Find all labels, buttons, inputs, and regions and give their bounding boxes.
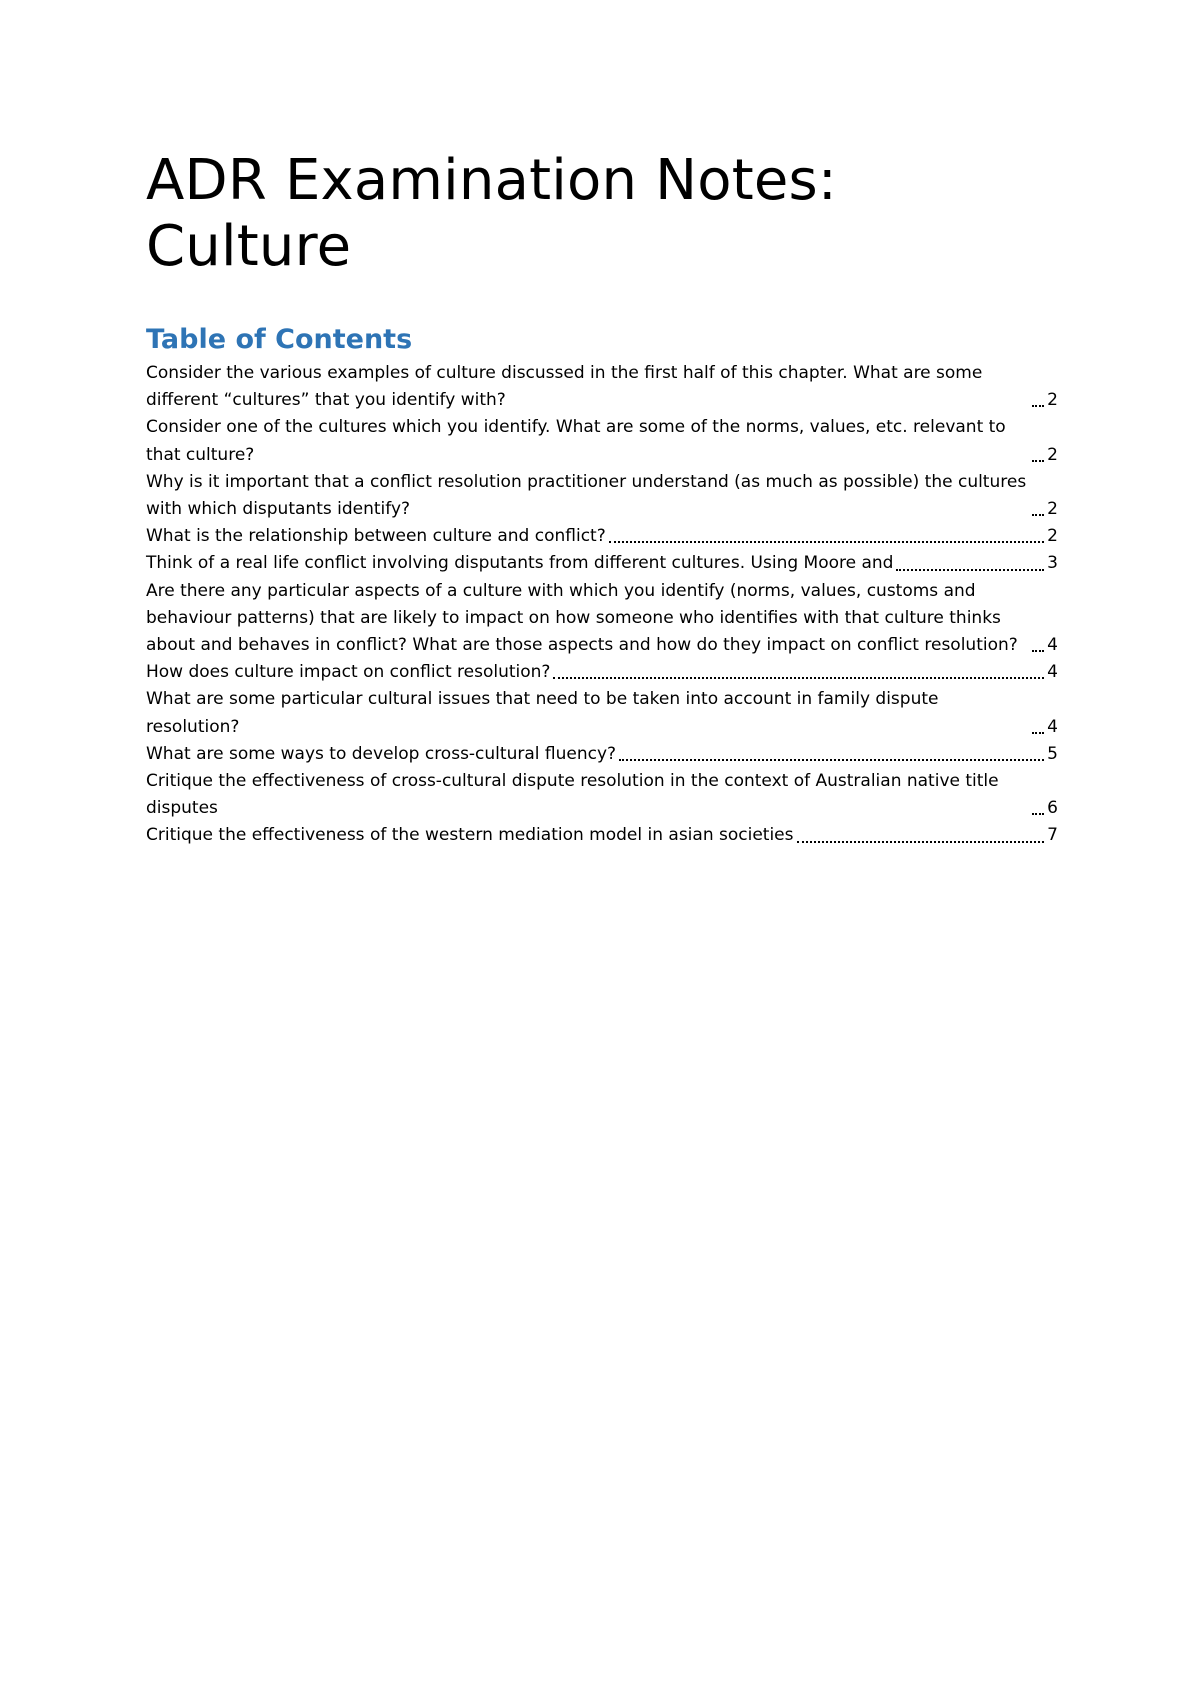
toc-dot-leader bbox=[1032, 732, 1044, 734]
toc-page-number: 4 bbox=[1047, 716, 1058, 737]
toc-entry-text: What are some ways to develop cross-cultural fluency? bbox=[146, 743, 617, 764]
toc-page-number: 2 bbox=[1047, 444, 1058, 465]
toc-page-number: 3 bbox=[1047, 553, 1058, 574]
toc-dot-leader bbox=[619, 759, 1044, 761]
toc-entry-text: Consider one of the cultures which you identify. What are some of the norms, values, etc. relevant to that culture? bbox=[146, 417, 1006, 465]
toc-heading: Table of Contents bbox=[146, 324, 413, 355]
toc-entry[interactable] bbox=[146, 659, 1058, 686]
toc-dot-leader bbox=[797, 841, 1045, 843]
toc-page-number: 2 bbox=[1047, 390, 1058, 411]
toc-entry-text: Why is it important that a conflict resolution practitioner understand (as much as possible) the cultures with which disputants identify? bbox=[146, 471, 1027, 520]
toc-entry-text: Consider the various examples of culture discussed in the first half of this chapter. What are some different “cultures” that you identify with? bbox=[146, 363, 983, 411]
toc-dot-leader bbox=[553, 677, 1044, 679]
table-of-contents bbox=[146, 360, 1058, 850]
toc-page-number: 7 bbox=[1047, 825, 1058, 846]
toc-entry[interactable] bbox=[146, 550, 1058, 577]
toc-entry[interactable] bbox=[146, 768, 1058, 822]
document-title-line-1: ADR Examination Notes: bbox=[146, 148, 837, 213]
toc-dot-leader bbox=[609, 541, 1044, 543]
toc-page-number: 6 bbox=[1047, 798, 1058, 819]
toc-dot-leader bbox=[1032, 460, 1044, 462]
toc-entry-text: What is the relationship between culture and conflict? bbox=[146, 526, 606, 547]
toc-dot-leader bbox=[1032, 650, 1044, 652]
toc-entry[interactable] bbox=[146, 741, 1058, 768]
toc-entry[interactable] bbox=[146, 523, 1058, 550]
toc-entry[interactable] bbox=[146, 822, 1058, 849]
document-title bbox=[146, 148, 1058, 280]
toc-entry-text: What are some particular cultural issues that need to be taken into account in family dispute resolution? bbox=[146, 689, 939, 737]
toc-entry[interactable] bbox=[146, 686, 1058, 740]
toc-page-number: 5 bbox=[1047, 743, 1058, 764]
toc-page-number: 2 bbox=[1047, 526, 1058, 547]
toc-dot-leader bbox=[1032, 813, 1044, 815]
toc-page-number: 4 bbox=[1047, 662, 1058, 683]
toc-entry-text: Think of a real life conflict involving disputants from different cultures. Using Moore and bbox=[146, 553, 894, 574]
toc-page-number: 2 bbox=[1047, 499, 1058, 520]
toc-entry-text: Are there any particular aspects of a culture with which you identify (norms, values, customs and behaviour patterns) that are likely to impact on how someone who identifies with that culture thinks about and behaves in conflict? What are those aspects and how do they impact on conflict resolution? bbox=[146, 580, 1018, 656]
document-page bbox=[146, 148, 1058, 850]
toc-page-number: 4 bbox=[1047, 635, 1058, 656]
toc-entry-text: Critique the effectiveness of cross-cultural dispute resolution in the context of Australian native title disputes bbox=[146, 771, 999, 819]
document-title-line-2: Culture bbox=[146, 214, 352, 279]
toc-entry[interactable] bbox=[146, 414, 1058, 468]
toc-dot-leader bbox=[1032, 405, 1044, 407]
toc-entry[interactable] bbox=[146, 360, 1058, 414]
toc-entry[interactable] bbox=[146, 469, 1058, 523]
toc-entry[interactable] bbox=[146, 578, 1058, 660]
toc-entry-text: How does culture impact on conflict resolution? bbox=[146, 662, 551, 683]
toc-dot-leader bbox=[1032, 514, 1044, 516]
toc-dot-leader bbox=[896, 569, 1044, 571]
toc-entry-text: Critique the effectiveness of the western mediation model in asian societies bbox=[146, 825, 794, 846]
